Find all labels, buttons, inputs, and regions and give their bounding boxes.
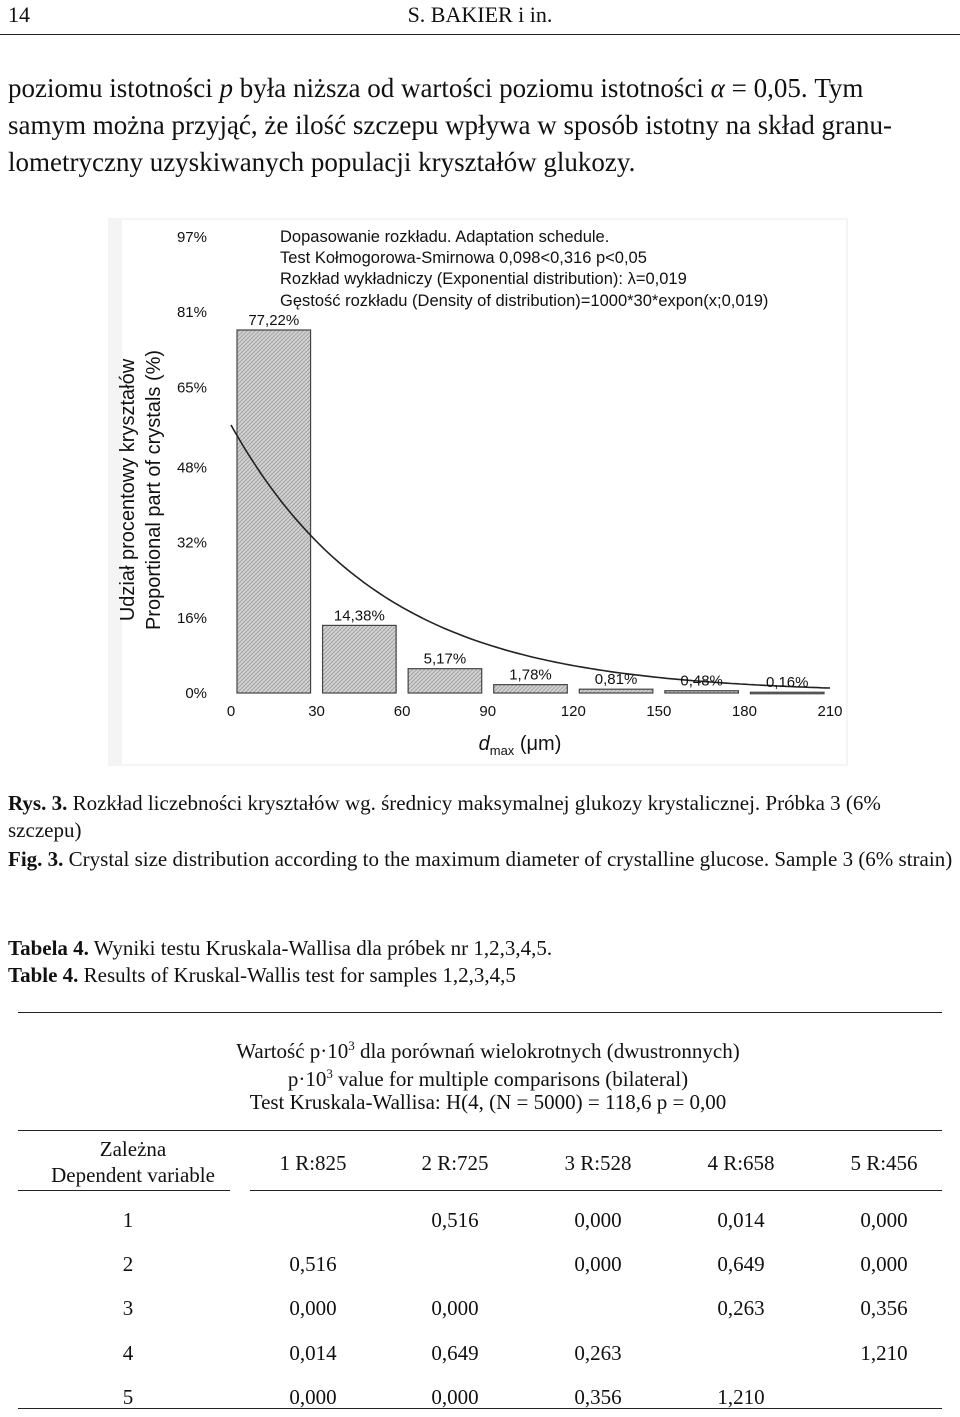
paragraph-symbol-p: p bbox=[219, 73, 233, 103]
x-tick-label: 60 bbox=[393, 703, 411, 720]
table-cell: 0,356 bbox=[574, 1385, 622, 1409]
figure-caption-pl-text: Rozkład liczebności kryształów wg. średnicy maksymalnej glukozy krystalicznej. Próbka 3 (6% szczepu) bbox=[8, 791, 881, 842]
legend-line-4: Gęstość rozkładu (Density of distribution)=1000*30*expon(x;0,019) bbox=[280, 292, 769, 310]
table-title-superscript: 3 bbox=[348, 1038, 355, 1053]
bar-data-label: 77,22% bbox=[248, 311, 300, 329]
y-tick-label: 48% bbox=[176, 459, 207, 477]
table-cell: 0,000 bbox=[574, 1208, 622, 1232]
x-tick-label: 120 bbox=[560, 703, 586, 720]
row-label: 1 bbox=[122, 1208, 134, 1232]
table-caption-pl-label: Tabela 4. bbox=[8, 936, 89, 960]
table-cell: 0,014 bbox=[717, 1208, 765, 1232]
paragraph-line-3: lometryczny uzyskiwanych populacji kryształów glukozy. bbox=[8, 147, 636, 177]
column-header: 3 R:528 bbox=[564, 1151, 632, 1175]
x-axis-label-unit: (μm) bbox=[514, 733, 562, 755]
x-axis-label-subscript: max bbox=[489, 743, 515, 758]
histogram-bar bbox=[237, 330, 311, 693]
histogram-figure bbox=[108, 218, 848, 766]
paragraph-text: = 0,05. Tym bbox=[724, 73, 864, 103]
table-cell: 1,210 bbox=[860, 1341, 908, 1365]
x-tick-label: 210 bbox=[817, 703, 843, 720]
results-table bbox=[18, 1012, 942, 1412]
y-tick-label: 16% bbox=[176, 609, 207, 627]
table-cell: 0,000 bbox=[289, 1296, 337, 1320]
table-title-text: value for multiple comparisons (bilateral) bbox=[332, 1067, 689, 1091]
x-tick-label: 90 bbox=[479, 703, 497, 720]
legend-line-1: Dopasowanie rozkładu. Adaptation schedule. bbox=[280, 228, 610, 246]
column-header: 1 R:825 bbox=[279, 1151, 347, 1175]
figure-caption-en-label: Fig. 3. bbox=[8, 847, 64, 871]
table-caption-en bbox=[8, 962, 953, 989]
x-axis-label-symbol: d bbox=[478, 733, 490, 755]
table-cell: 1,210 bbox=[717, 1385, 765, 1409]
histogram-bar bbox=[750, 692, 824, 694]
bar-data-label: 1,78% bbox=[509, 666, 552, 684]
y-axis-label-line-1: Udział procentowy kryształów bbox=[117, 358, 139, 622]
dependent-variable-header bbox=[18, 1136, 248, 1188]
y-tick-label: 32% bbox=[176, 534, 207, 552]
body-paragraph bbox=[8, 70, 953, 181]
figure-caption-en-text: Crystal size distribution according to the maximum diameter of crystalline glucose. Sample 3 (6% strain) bbox=[63, 847, 953, 871]
table-cell: 0,000 bbox=[574, 1252, 622, 1276]
legend-line-2: Test Kołmogorowa-Smirnowa 0,098<0,316 p<0,05 bbox=[280, 249, 647, 267]
table-cell: 0,000 bbox=[860, 1208, 908, 1232]
table-cell: 0,000 bbox=[431, 1296, 479, 1320]
y-axis-label-line-2: Proportional part of crystals (%) bbox=[143, 349, 165, 631]
table-cell: 0,000 bbox=[289, 1385, 337, 1409]
bar-data-label: 0,81% bbox=[594, 671, 638, 689]
bar-data-label: 0,16% bbox=[765, 674, 809, 692]
dependent-variable-header-pl: Zależna bbox=[99, 1137, 167, 1161]
x-tick-label: 30 bbox=[308, 703, 325, 720]
dependent-header-rule bbox=[18, 1190, 230, 1191]
y-tick-label: 0% bbox=[185, 685, 207, 702]
table-cell: 0,516 bbox=[431, 1208, 479, 1232]
x-tick-label: 150 bbox=[646, 703, 672, 720]
figure-caption-pl bbox=[8, 790, 953, 844]
row-label: 2 bbox=[122, 1252, 134, 1276]
x-tick-label: 0 bbox=[226, 703, 236, 720]
table-cell: 0,014 bbox=[289, 1341, 337, 1365]
histogram-bar bbox=[579, 689, 653, 693]
bar-data-label: 14,38% bbox=[333, 607, 385, 625]
paragraph-symbol-alpha: α bbox=[710, 73, 725, 103]
histogram-bar bbox=[323, 625, 397, 693]
row-label: 5 bbox=[122, 1385, 134, 1409]
table-caption-pl bbox=[8, 935, 953, 962]
x-tick-label: 180 bbox=[731, 703, 757, 720]
histogram-bar bbox=[665, 691, 739, 693]
page-header bbox=[0, 0, 960, 35]
table-cell: 0,649 bbox=[717, 1252, 765, 1276]
paragraph-text: poziomu istotności bbox=[8, 73, 220, 103]
y-tick-label: 65% bbox=[176, 379, 207, 397]
y-tick-label: 97% bbox=[176, 229, 207, 246]
table-caption-pl-text: Wyniki testu Kruskala-Wallisa dla próbek nr 1,2,3,4,5. bbox=[88, 936, 553, 960]
figure-caption-pl-label: Rys. 3. bbox=[8, 791, 68, 815]
column-header: 4 R:658 bbox=[707, 1151, 775, 1175]
table-cell: 0,649 bbox=[431, 1341, 479, 1365]
paragraph-text: była niższa od wartości poziomu istotności bbox=[233, 73, 711, 103]
table-cell: 0,000 bbox=[860, 1252, 908, 1276]
table-cell: 0,263 bbox=[574, 1341, 622, 1365]
figure-caption-en bbox=[8, 846, 953, 873]
table-title-text: dla porównań wielokrotnych (dwustronnych) bbox=[354, 1039, 740, 1063]
bar-data-label: 5,17% bbox=[423, 650, 467, 668]
table-top-rule bbox=[18, 1012, 942, 1013]
table-title-line-3: Test Kruskala-Wallisa: H(4, (N = 5000) = 118,6 p = 0,00 bbox=[249, 1090, 727, 1114]
column-header-rule bbox=[250, 1190, 942, 1191]
table-mid-rule bbox=[18, 1130, 942, 1131]
table-title-text: p·10 bbox=[287, 1067, 327, 1091]
histogram-bar bbox=[408, 669, 482, 693]
column-header: 2 R:725 bbox=[421, 1151, 489, 1175]
table-title-superscript: 3 bbox=[326, 1066, 333, 1081]
dependent-variable-header-en: Dependent variable bbox=[51, 1163, 215, 1187]
paragraph-line-2: samym można przyjąć, że ilość szczepu wpływa w sposób istotny na skład granu- bbox=[8, 110, 893, 140]
table-caption-en-text: Results of Kruskal-Wallis test for samples 1,2,3,4,5 bbox=[78, 963, 516, 987]
row-label: 3 bbox=[122, 1296, 134, 1320]
table-caption-en-label: Table 4. bbox=[8, 963, 79, 987]
bar-data-label: 0,48% bbox=[680, 672, 723, 690]
table-cell: 0,263 bbox=[717, 1296, 765, 1320]
table-cell: 0,000 bbox=[431, 1385, 479, 1409]
table-title-text: Wartość p·10 bbox=[236, 1039, 349, 1063]
paragraph-line-1 bbox=[8, 70, 953, 107]
histogram-chart bbox=[108, 218, 848, 766]
table-bottom-rule bbox=[18, 1408, 942, 1409]
page-number: 14 bbox=[8, 2, 30, 27]
row-label: 4 bbox=[122, 1341, 134, 1365]
histogram-bar bbox=[494, 685, 568, 693]
table-cell: 0,516 bbox=[289, 1252, 337, 1276]
column-header: 5 R:456 bbox=[850, 1151, 918, 1175]
table-cell: 0,356 bbox=[860, 1296, 908, 1320]
running-head: S. BAKIER i in. bbox=[407, 2, 553, 27]
y-tick-label: 81% bbox=[176, 304, 207, 322]
legend-line-3: Rozkład wykładniczy (Exponential distribution): λ=0,019 bbox=[280, 270, 687, 288]
